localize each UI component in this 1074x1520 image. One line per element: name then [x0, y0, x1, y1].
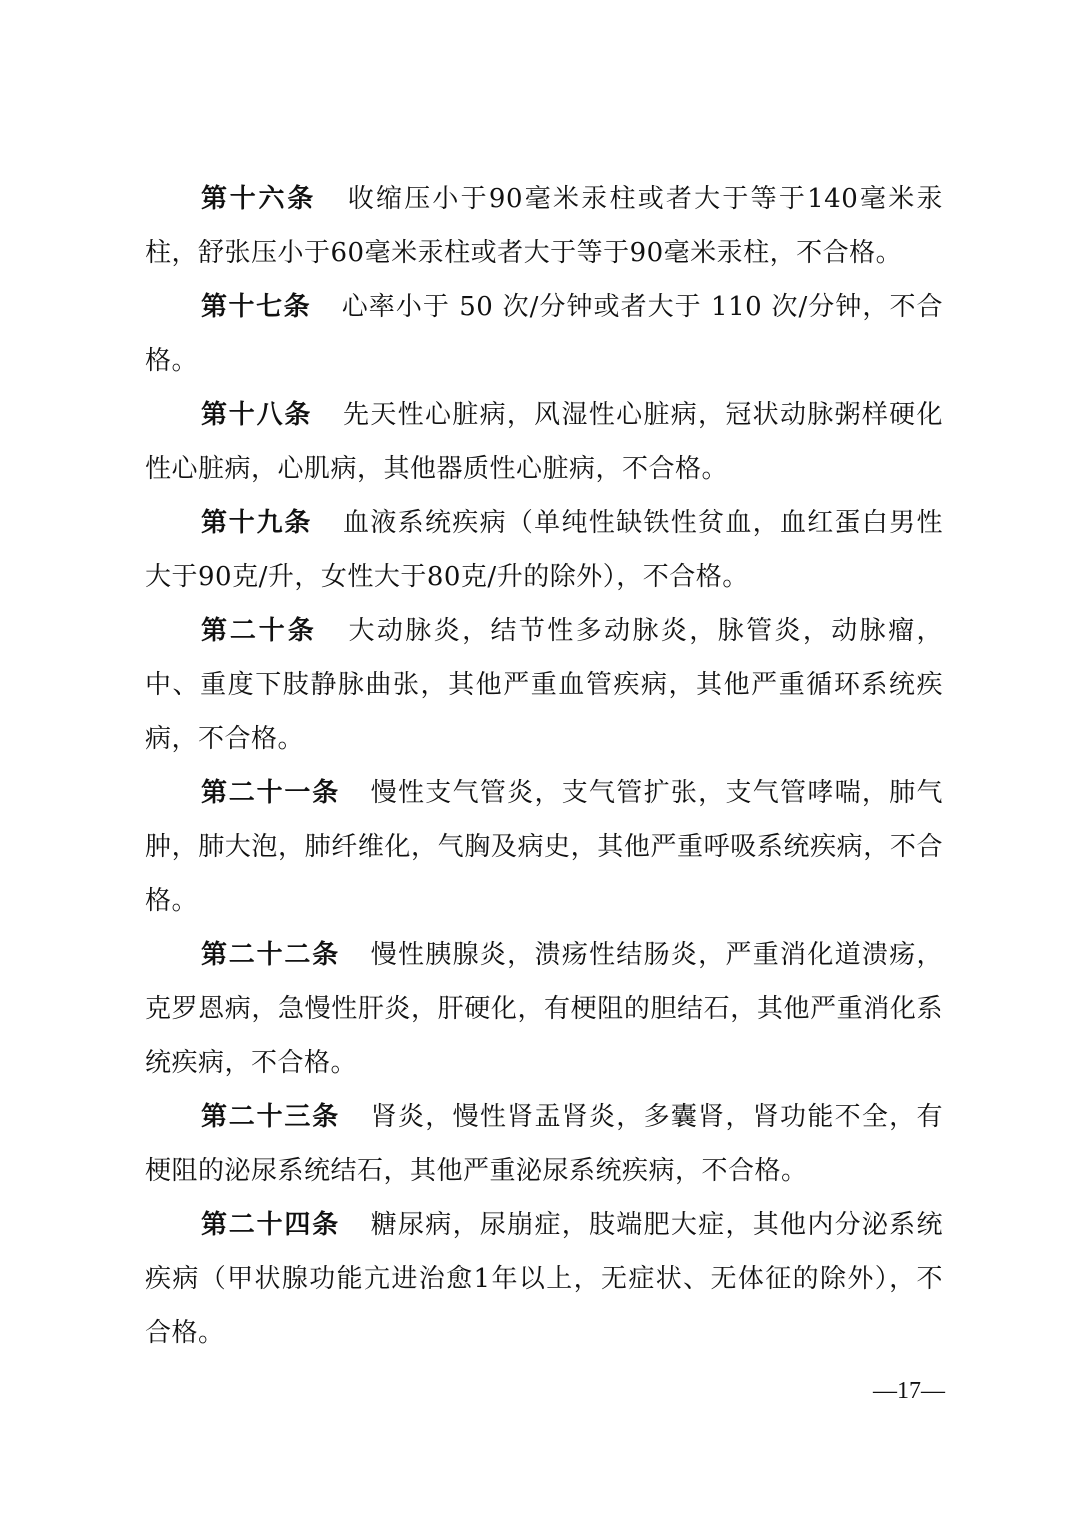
article-21: [145, 766, 943, 928]
article-20: [145, 604, 943, 766]
article-19: [145, 496, 943, 604]
article-text: 收缩压小于90毫米汞柱或者大于等于140毫米汞柱，舒张压小于60毫米汞柱或者大于等于90毫米汞柱，不合格。: [145, 184, 943, 268]
article-22: [145, 928, 943, 1090]
article-title: 第二十一条: [201, 778, 340, 808]
document-body: [145, 172, 943, 1360]
article-16: [145, 172, 943, 280]
article-title: 第二十二条: [201, 940, 340, 970]
article-text: 糖尿病，尿崩症，肢端肥大症，其他内分泌系统疾病（甲状腺功能亢进治愈1年以上，无症状、无体征的除外），不合格。: [145, 1210, 943, 1348]
article-title: 第二十四条: [201, 1210, 340, 1240]
article-text: 心率小于 50 次/分钟或者大于 110 次/分钟，不合格。: [145, 292, 943, 376]
article-title: 第二十条: [201, 616, 317, 646]
article-24: [145, 1198, 943, 1360]
article-title: 第十七条: [201, 292, 312, 322]
article-18: [145, 388, 943, 496]
article-23: [145, 1090, 943, 1198]
article-text: 先天性心脏病，风湿性心脏病，冠状动脉粥样硬化性心脏病，心肌病，其他器质性心脏病，不合格。: [145, 400, 943, 484]
article-text: 慢性支气管炎，支气管扩张，支气管哮喘，肺气肿，肺大泡，肺纤维化，气胸及病史，其他严重呼吸系统疾病，不合格。: [145, 778, 943, 916]
article-17: [145, 280, 943, 388]
article-title: 第十六条: [201, 184, 316, 214]
page-number: —17—: [873, 1378, 945, 1404]
article-text: 肾炎，慢性肾盂肾炎，多囊肾，肾功能不全，有梗阻的泌尿系统结石，其他严重泌尿系统疾病，不合格。: [145, 1102, 943, 1186]
article-text: 慢性胰腺炎，溃疡性结肠炎，严重消化道溃疡，克罗恩病，急慢性肝炎，肝硬化，有梗阻的胆结石，其他严重消化系统疾病，不合格。: [145, 940, 943, 1078]
article-title: 第十九条: [201, 508, 313, 538]
article-title: 第十八条: [201, 400, 313, 430]
article-text: 大动脉炎，结节性多动脉炎，脉管炎，动脉瘤，中、重度下肢静脉曲张，其他严重血管疾病，其他严重循环系统疾病，不合格。: [145, 616, 943, 754]
article-title: 第二十三条: [201, 1102, 340, 1132]
article-text: 血液系统疾病（单纯性缺铁性贫血，血红蛋白男性大于90克/升，女性大于80克/升的除外），不合格。: [145, 508, 943, 592]
